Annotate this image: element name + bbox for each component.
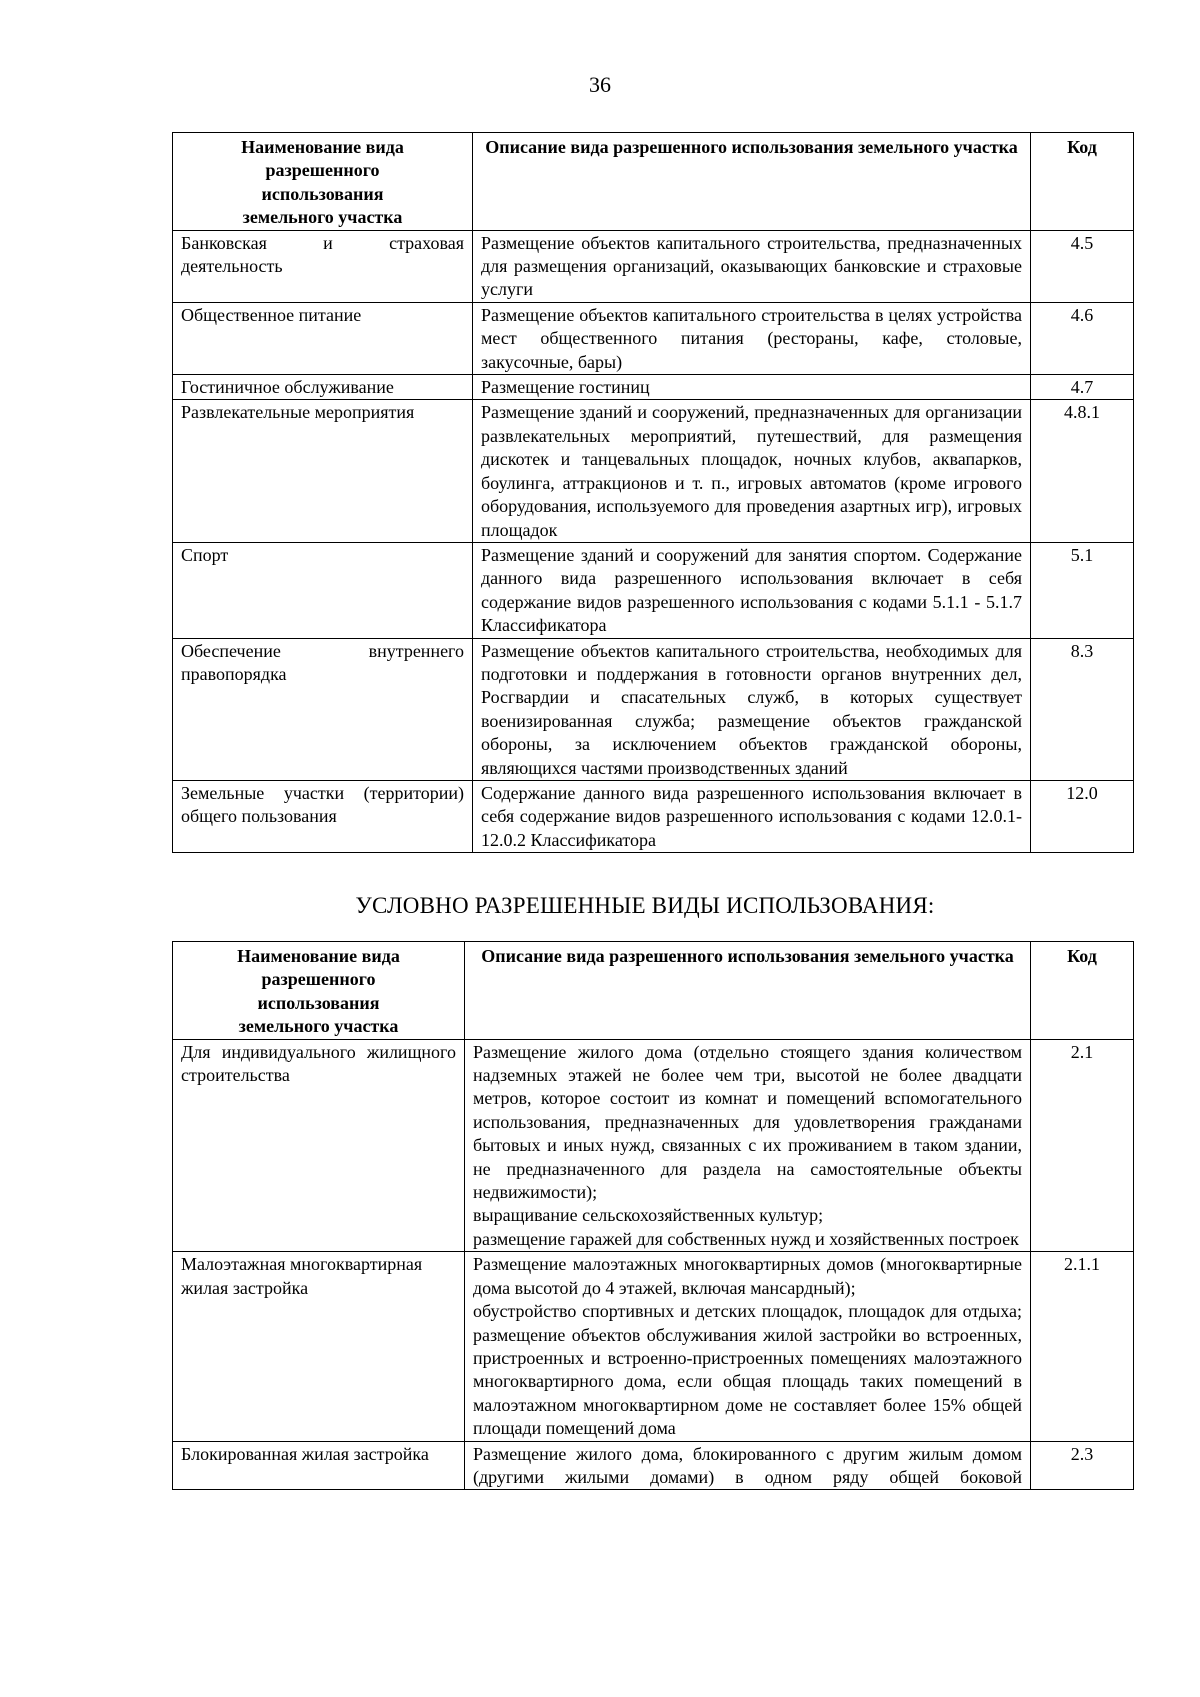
- row-description: Размещение объектов капитального строительства, предназначенных для размещения организаций, оказывающих банковские и страховые услуги: [473, 230, 1031, 302]
- header-name: Наименование вида разрешенного использования земельного участка: [173, 942, 465, 1040]
- table-row: [173, 400, 1134, 542]
- row-code: 5.1: [1031, 542, 1134, 638]
- row-code: 4.8.1: [1031, 400, 1134, 542]
- table-row: [173, 1252, 1134, 1441]
- header-description: Описание вида разрешенного использования земельного участка: [473, 133, 1031, 231]
- table-row: [173, 780, 1134, 852]
- description-paragraph: обустройство спортивных и детских площадок, площадок для отдыха; размещение объектов обслуживания жилой застройки во встроенных, пристроенных и встроенно-пристроенных помещениях малоэтажного многоквартирного дома, если общая площадь таких помещений в малоэтажном многоквартирном доме не составляет более 15% общей площади помещений дома: [473, 1301, 1022, 1439]
- row-description: [465, 1252, 1031, 1441]
- row-name: Спорт: [173, 542, 473, 638]
- row-description: Размещение зданий и сооружений, предназначенных для организации развлекательных мероприятий, путешествий, для размещения дискотек и танцевальных площадок, ночных клубов, аквапарков, боулинга, аттракционов и т. п., игровых автоматов (кроме игрового оборудования, используемого для проведения азартных игр), игровых площадок: [473, 400, 1031, 542]
- page-number: 36: [589, 72, 611, 97]
- header-name: Наименование вида разрешенного использования земельного участка: [173, 133, 473, 231]
- row-name: Для индивидуального жилищного строительства: [173, 1039, 465, 1252]
- row-description: Размещение объектов капитального строительства, необходимых для подготовки и поддержания в готовности органов внутренних дел, Росгвардии и спасательных служб, в которых существует военизированная служба; размещение объектов гражданской обороны, за исключением объектов гражданской обороны, являющихся частями производственных зданий: [473, 638, 1031, 780]
- section-heading: УСЛОВНО РАЗРЕШЕННЫЕ ВИДЫ ИСПОЛЬЗОВАНИЯ:: [355, 893, 935, 918]
- row-description: [465, 1441, 1031, 1490]
- description-paragraph: выращивание сельскохозяйственных культур;: [473, 1205, 824, 1226]
- row-name: Обеспечение внутреннего правопорядка: [173, 638, 473, 780]
- row-code: 2.1.1: [1031, 1252, 1134, 1441]
- table-header-row: [173, 133, 1134, 231]
- row-name: Блокированная жилая застройка: [173, 1441, 465, 1490]
- row-name: Малоэтажная многоквартирная жилая застройка: [173, 1252, 465, 1441]
- header-code: Код: [1031, 133, 1134, 231]
- header-code: Код: [1031, 942, 1134, 1040]
- permitted-uses-table: [172, 132, 1134, 853]
- row-code: 4.7: [1031, 375, 1134, 400]
- row-code: 2.1: [1031, 1039, 1134, 1252]
- table-row: [173, 542, 1134, 638]
- row-name: Развлекательные мероприятия: [173, 400, 473, 542]
- header-description: Описание вида разрешенного использования земельного участка: [465, 942, 1031, 1040]
- description-paragraph: Размещение жилого дома, блокированного с другим жилым домом (другими жилыми домами) в одном ряду общей боковой: [473, 1443, 1022, 1487]
- row-name: Гостиничное обслуживание: [173, 375, 473, 400]
- row-code: 2.3: [1031, 1441, 1134, 1490]
- row-code: 8.3: [1031, 638, 1134, 780]
- row-name: Земельные участки (территории) общего пользования: [173, 780, 473, 852]
- description-paragraph: Размещение малоэтажных многоквартирных домов (многоквартирные дома высотой до 4 этажей, включая мансардный);: [473, 1254, 1022, 1298]
- table-row: [173, 302, 1134, 374]
- table-row: [173, 375, 1134, 400]
- row-description: [465, 1039, 1031, 1252]
- table-row: [173, 230, 1134, 302]
- row-description: Размещение гостиниц: [473, 375, 1031, 400]
- row-code: 4.6: [1031, 302, 1134, 374]
- table-header-row: [173, 942, 1134, 1040]
- row-description: Размещение объектов капитального строительства в целях устройства мест общественного питания (рестораны, кафе, столовые, закусочные, бары): [473, 302, 1031, 374]
- table-row: [173, 638, 1134, 780]
- table-row: [173, 1039, 1134, 1252]
- row-description: Размещение зданий и сооружений для занятия спортом. Содержание данного вида разрешенного использования включает в себя содержание видов разрешенного использования с кодами 5.1.1 - 5.1.7 Классификатора: [473, 542, 1031, 638]
- description-paragraph: Размещение жилого дома (отдельно стоящего здания количеством надземных этажей не более чем три, высотой не более двадцати метров, которое состоит из комнат и помещений вспомогательного использования, предназначенных для удовлетворения гражданами бытовых и иных нужд, связанных с их проживанием в таком здании, не предназначенного для раздела на самостоятельные объекты недвижимости);: [473, 1041, 1022, 1203]
- row-name: Банковская и страховая деятельность: [173, 230, 473, 302]
- row-code: 4.5: [1031, 230, 1134, 302]
- description-paragraph: размещение гаражей для собственных нужд и хозяйственных построек: [473, 1228, 1019, 1249]
- row-description: Содержание данного вида разрешенного использования включает в себя содержание видов разрешенного использования с кодами 12.0.1-12.0.2 Классификатора: [473, 780, 1031, 852]
- row-name: Общественное питание: [173, 302, 473, 374]
- table-row: [173, 1441, 1134, 1490]
- conditionally-permitted-uses-table: [172, 941, 1134, 1490]
- row-code: 12.0: [1031, 780, 1134, 852]
